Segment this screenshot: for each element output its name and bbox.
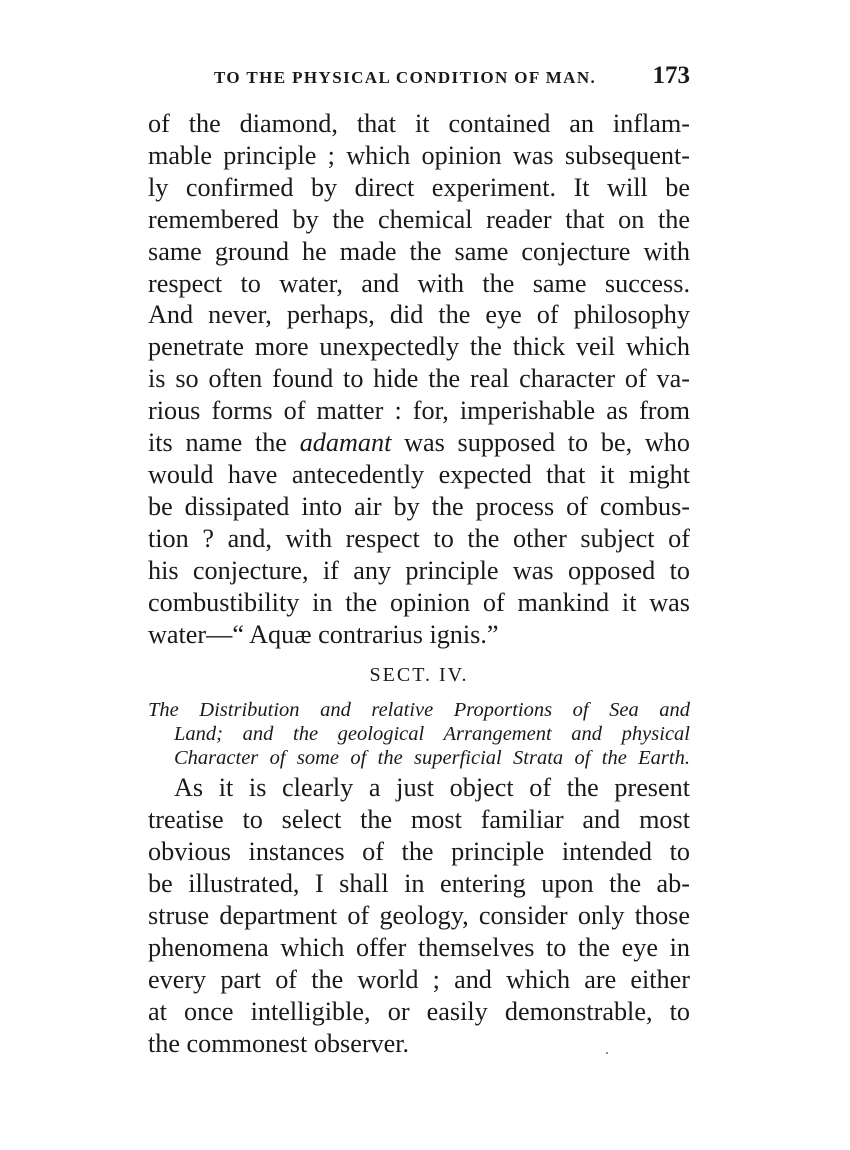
- text-line: treatise to select the most familiar and most: [148, 805, 690, 835]
- ink-speck: [606, 1052, 608, 1054]
- section-title-line: The Distribution and relative Proportions of Sea and: [148, 699, 690, 722]
- text-line: remembered by the chemical reader that on the: [148, 204, 690, 234]
- text-line-adamant: [148, 427, 690, 459]
- section-title-line: Land; and the geological Arrangement and physical: [174, 723, 690, 746]
- text-line: struse department of geology, consider only those: [148, 901, 690, 931]
- text-line: rious forms of matter : for, imperishable as from: [148, 396, 690, 426]
- text-line: respect to water, and with the same success.: [148, 268, 690, 298]
- text-line: ly confirmed by direct experiment. It will be: [148, 172, 690, 202]
- section-title: [148, 698, 690, 770]
- text-line: be dissipated into air by the process of combus-: [148, 491, 690, 521]
- section-title-line: Character of some of the superficial Strata of the Earth.: [174, 747, 690, 770]
- running-head: [214, 62, 690, 96]
- text-line: is so often found to hide the real character of va-: [148, 364, 690, 394]
- text-line: combustibility in the opinion of mankind it was: [148, 587, 690, 617]
- text-line: would have antecedently expected that it might: [148, 459, 690, 489]
- text-line: the commonest observer.: [148, 1028, 410, 1058]
- italic-word-adamant: adamant: [299, 428, 392, 458]
- section-number: SECT. IV.: [369, 664, 469, 687]
- text-line: every part of the world ; and which are either: [148, 964, 690, 994]
- text-fragment: was supposed to be, who: [391, 428, 690, 458]
- text-line: phenomena which offer themselves to the eye in: [148, 932, 690, 962]
- text-line: As it is clearly a just object of the present: [174, 773, 690, 803]
- text-line: be illustrated, I shall in entering upon the ab-: [148, 869, 690, 899]
- text-line: water—“ Aquæ contrarius ignis.”: [148, 619, 499, 649]
- running-head-title: TO THE PHYSICAL CONDITION OF MAN.: [214, 68, 597, 87]
- text-line: at once intelligible, or easily demonstrable, to: [148, 996, 690, 1026]
- text-line: obvious instances of the principle intended to: [148, 837, 690, 867]
- text-fragment: its name the: [148, 428, 300, 458]
- text-line: mable principle ; which opinion was subsequent-: [148, 140, 690, 170]
- paragraph-diamond: [148, 108, 690, 650]
- page-number: 173: [652, 62, 690, 89]
- book-page: [148, 62, 690, 1060]
- text-line: his conjecture, if any principle was opposed to: [148, 555, 690, 585]
- text-line: And never, perhaps, did the eye of philosophy: [148, 300, 690, 330]
- text-line: of the diamond, that it contained an inflam-: [148, 109, 690, 138]
- paragraph-geology: [148, 772, 690, 1059]
- text-line: same ground he made the same conjecture with: [148, 236, 690, 266]
- text-line: tion ? and, with respect to the other subject of: [148, 523, 690, 553]
- text-line: penetrate more unexpectedly the thick veil which: [148, 332, 690, 362]
